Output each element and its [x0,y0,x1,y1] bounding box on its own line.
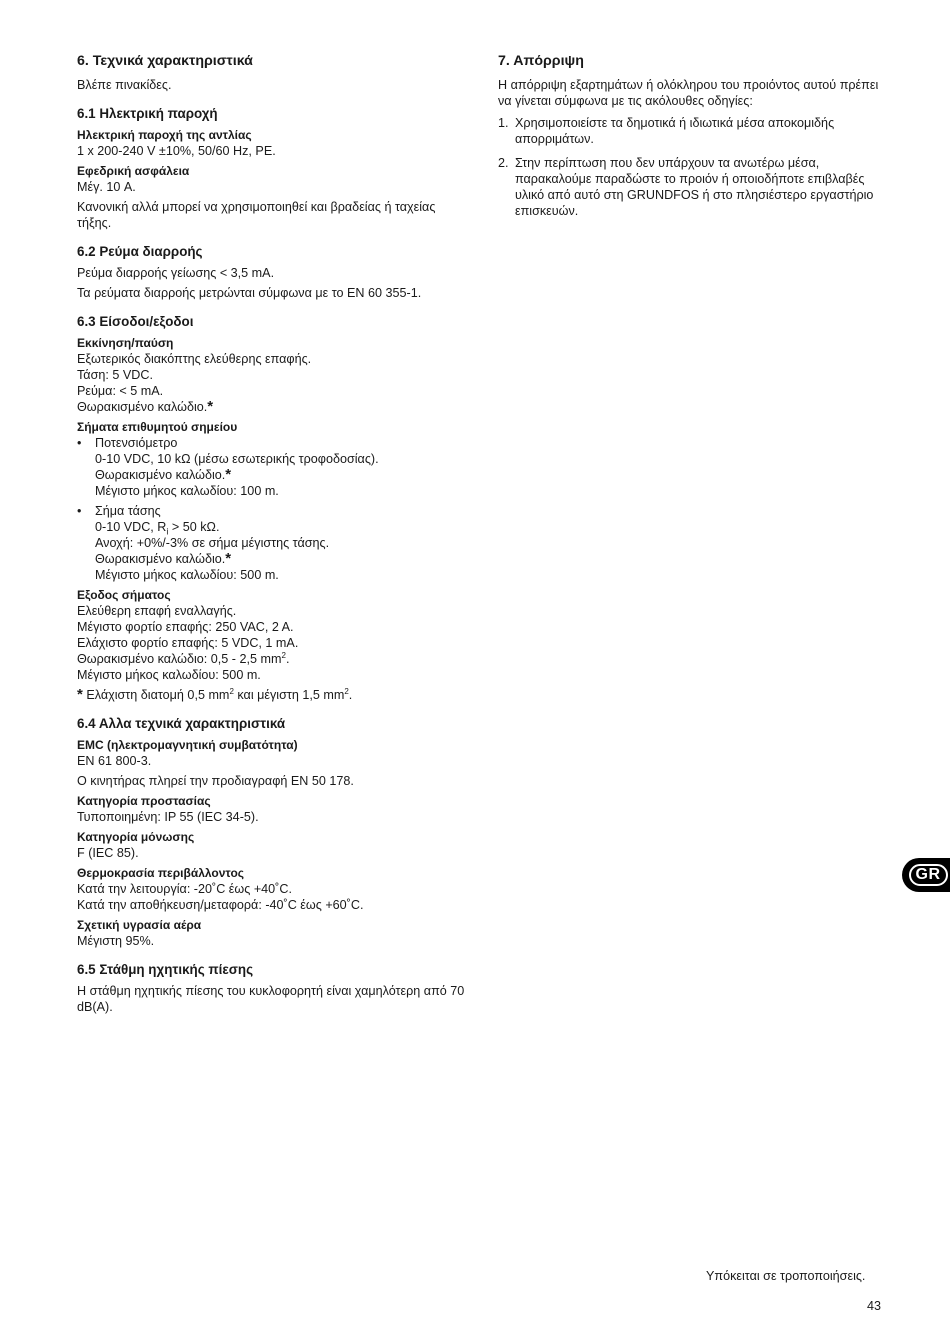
list-item-text: Στην περίπτωση που δεν υπάρχουν τα ανωτέρω μέσα, παρακαλούμε παραδώστε το προιόν ή οποιοδήποτε επιβλαβές υλικό από αυτό στη GRUNDFOS ή στο πλησιέστερο εργαστήριο επισκευών. [515,156,874,218]
voltage-signal-text: Θωρακισμένο καλώδιο. [95,552,226,566]
signal-output-text: Θωρακισμένο καλώδιο: 0,5 - 2,5 mm [77,652,282,666]
section-7-intro: Η απόρριψη εξαρτημάτων ή ολόκληρου του προιόντος αυτού πρέπει να γίνεται σύμφωνα με τις ακόλουθες οδηγίες: [498,78,879,108]
temperature-line: Κατά την αποθήκευση/μεταφορά: -40˚C έως +60˚C. [77,898,364,912]
emc-note: Ο κινητήρας πληρεί την προδιαγραφή EN 50 178. [77,774,354,788]
signal-output-line: Μέγιστο μήκος καλωδίου: 500 m. [77,668,261,682]
signal-output-line: Ελεύθερη επαφή εναλλαγής. [77,604,237,618]
signal-output-line [77,651,472,667]
asterisk-icon: * [207,398,214,415]
emc-label: EMC (ηλεκτρομαγνητική συμβατότητα) [77,738,298,752]
fuse-value: Μέγ. 10 A. [77,180,136,194]
section-6-1-title: 6.1 Ηλεκτρική παροχή [77,106,218,121]
start-stop-line-text: Θωρακισμένο καλώδιο. [77,400,208,414]
footnote-text: Ελάχιστη διατομή 0,5 mm [82,688,230,702]
asterisk-icon: * [225,550,232,567]
left-column [77,52,472,1019]
footnote [77,687,472,703]
humidity-label: Σχετική υγρασία αέρα [77,918,202,932]
language-tab [902,858,950,892]
start-stop-line: Εξωτερικός διακόπτης ελεύθερης επαφής. [77,352,312,366]
signal-output-text: . [285,652,290,666]
asterisk-icon: * [77,686,83,703]
disposal-list [498,115,890,219]
sound-pressure-text: Η στάθμη ηχητικής πίεσης του κυκλοφορητή είναι χαμηλότερη από 70 dB(A). [77,984,465,1014]
protection-value: Τυποποιημένη: IP 55 (IEC 34-5). [77,810,259,824]
voltage-signal-line: Μέγιστο μήκος καλωδίου: 500 m. [95,568,279,582]
voltage-signal-text: > 50 kΩ. [168,520,220,534]
list-item [77,435,472,499]
potentiometer-line [95,467,472,483]
fuse-note: Κανονική αλλά μπορεί να χρησιμοποιηθεί και βραδείας ή ταχείας τήξης. [77,200,436,230]
asterisk-icon: * [225,466,232,483]
superscript: 2 [229,686,234,696]
signal-output-line: Μέγιστο φορτίο επαφής: 250 VAC, 2 A. [77,620,294,634]
insulation-value: F (IEC 85). [77,846,139,860]
language-badge: GR [909,864,948,886]
section-6-5-title: 6.5 Στάθμη ηχητικής πίεσης [77,962,254,977]
section-6-4-title: 6.4 Αλλα τεχνικά χαρακτηριστικά [77,716,286,731]
voltage-signal-line [95,519,472,535]
humidity-value: Μέγιστη 95%. [77,934,155,948]
list-number: 1. [498,116,509,130]
voltage-signal-line: Σήμα τάσης [95,504,161,518]
protection-label: Κατηγορία προστασίας [77,794,211,808]
pump-supply-label: Ηλεκτρική παροχή της αντλίας [77,128,252,142]
temperature-label: Θερμοκρασία περιβάλλοντος [77,866,245,880]
potentiometer-line-text: Θωρακισμένο καλώδιο. [95,468,226,482]
fuse-label: Εφεδρική ασφάλεια [77,164,190,178]
start-stop-line: Τάση: 5 VDC. [77,368,153,382]
list-item [498,155,890,219]
section-6-title: 6. Τεχνικά χαρακτηριστικά [77,53,253,69]
start-stop-label: Εκκίνηση/παύση [77,336,174,350]
voltage-signal-line: Ανοχή: +0%/-3% σε σήμα μέγιστης τάσης. [95,536,330,550]
list-item-text: Χρησιμοποιείστε τα δημοτικά ή ιδιωτικά μέσα αποκομιδής απορριμάτων. [515,116,835,146]
voltage-signal-line [95,551,472,567]
leakage-line-1: Ρεύμα διαρροής γείωσης < 3,5 mA. [77,266,275,280]
section-6-2-title: 6.2 Ρεύμα διαρροής [77,244,203,259]
page-number: 43 [867,1299,882,1313]
superscript: 2 [281,650,286,660]
right-column [498,52,890,227]
section-6-3-title: 6.3 Είσοδοι/εξοδοι [77,314,194,329]
footnote-text: και μέγιστη 1,5 mm [233,688,345,702]
start-stop-block [77,351,472,415]
section-7-title: 7. Απόρριψη [498,53,584,69]
setpoint-list [77,435,472,583]
footer-note: Υπόκειται σε τροποποιήσεις. [706,1269,866,1283]
signal-output-block [77,603,472,683]
potentiometer-line: 0-10 VDC, 10 kΩ (μέσω εσωτερικής τροφοδοσίας). [95,452,379,466]
bullet-icon: • [77,436,82,450]
list-item [498,115,890,147]
subscript: i [166,526,169,537]
setpoint-label: Σήματα επιθυμητού σημείου [77,420,238,434]
potentiometer-line: Μέγιστο μήκος καλωδίου: 100 m. [95,484,279,498]
pump-supply-value: 1 x 200-240 V ±10%, 50/60 Hz, PE. [77,144,276,158]
leakage-line-2: Τα ρεύματα διαρροής μετρώνται σύμφωνα με το EN 60 355-1. [77,286,422,300]
signal-output-line: Ελάχιστο φορτίο επαφής: 5 VDC, 1 mA. [77,636,299,650]
signal-output-label: Εξοδος σήματος [77,588,171,602]
list-item [77,503,472,583]
list-number: 2. [498,156,509,170]
temperature-line: Κατά την λειτουργία: -20˚C έως +40˚C. [77,882,292,896]
bullet-icon: • [77,504,82,518]
start-stop-line: Ρεύμα: < 5 mA. [77,384,164,398]
emc-value: EN 61 800-3. [77,754,152,768]
potentiometer-line: Ποτενσιόμετρο [95,436,178,450]
voltage-signal-text: 0-10 VDC, R [95,520,167,534]
insulation-label: Κατηγορία μόνωσης [77,830,195,844]
start-stop-line [77,399,472,415]
section-6-intro: Βλέπε πινακίδες. [77,78,172,92]
superscript: 2 [344,686,349,696]
footnote-text: . [348,688,353,702]
